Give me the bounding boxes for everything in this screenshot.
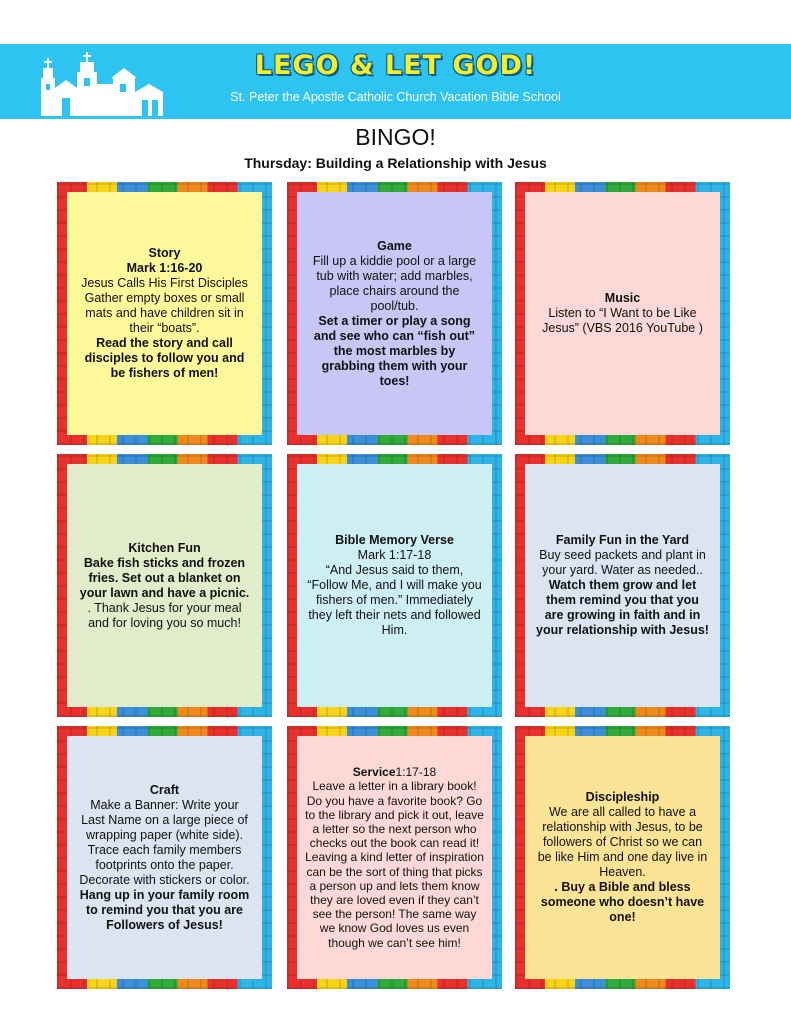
card-discipleship-inner bbox=[525, 736, 720, 979]
card-text: “And Jesus said to them, “Follow Me, and I will make you fishers of men.” Immediately they left their nets and followed Him. bbox=[307, 563, 482, 637]
card-reference: Mark 1:16-20 bbox=[126, 261, 203, 275]
card-music-inner bbox=[525, 192, 720, 435]
card-title: Bible Memory Verse bbox=[335, 533, 454, 547]
card-reference: Mark 1:17-18 bbox=[357, 548, 432, 562]
card-service bbox=[287, 726, 502, 989]
card-title: Family Fun in the Yard bbox=[555, 533, 690, 547]
card-bold-text: Set a timer or play a song and see who can “fish out” the most marbles by grabbing them with your toes! bbox=[313, 313, 476, 388]
card-bold-text: Read the story and call disciples to follow you and be fishers of men! bbox=[84, 336, 245, 380]
card-bold-text: . Buy a Bible and bless someone who doesn’t have one! bbox=[540, 880, 705, 924]
card-kitchen-fun bbox=[57, 454, 272, 717]
card-text: Gather empty boxes or small mats and have children sit in their “boats”. bbox=[84, 291, 245, 335]
card-family-fun bbox=[515, 454, 730, 717]
day-heading: Thursday: Building a Relationship with Jesus bbox=[244, 155, 547, 171]
header-banner bbox=[0, 44, 791, 119]
card-text: Leave a letter in a library book! Do you have a favorite book? Go to the library and pick it out, leave a letter so the next person who checks out the book can read it! Leaving a kind letter of inspiration can be the sort of thing that picks a person up and lets them know they are loved even if they can’t see the person! The same way we know God loves us even though we can’t see him! bbox=[305, 779, 484, 950]
card-title: Craft bbox=[149, 782, 180, 797]
card-text: We are all called to have a relationship with Jesus, to be followers of Christ so we can be like Him and one day live in Heaven. bbox=[537, 805, 708, 879]
card-text: Fill up a kiddie pool or a large tub with water; add marbles, place chairs around the pool/tub. bbox=[312, 253, 477, 313]
card-title: Game bbox=[377, 238, 412, 253]
card-bold-text: Watch them grow and let them remind you that you are growing in faith and in your relationship with Jesus! bbox=[536, 578, 709, 637]
card-game bbox=[287, 182, 502, 445]
card-title: Service bbox=[352, 765, 396, 780]
card-text: Jesus Calls His First Disciples bbox=[81, 276, 248, 290]
card-text: Make a Banner: Write your Last Name on a large piece of wrapping paper (white side). Trace each family members footprints onto the paper. Decorate with stickers or color. bbox=[79, 797, 250, 887]
card-title: Kitchen Fun bbox=[128, 540, 201, 555]
card-bible-verse bbox=[287, 454, 502, 717]
card-title: Discipleship bbox=[585, 790, 660, 804]
card-discipleship bbox=[515, 726, 730, 989]
card-bold-text: Hang up in your family room to remind you that you are Followers of Jesus! bbox=[79, 887, 250, 932]
card-story bbox=[57, 182, 272, 445]
card-title: Story bbox=[148, 246, 181, 260]
vbs-title: LEGO & LET GOD! bbox=[254, 50, 537, 81]
card-reference: 1:17-18 bbox=[395, 765, 437, 780]
card-service-inner bbox=[297, 736, 492, 979]
card-text: . Thank Jesus for your meal and for loving you so much! bbox=[87, 600, 242, 630]
card-text: Listen to “I Want to be Like Jesus” (VBS 2016 YouTube ) bbox=[542, 306, 703, 335]
card-music bbox=[515, 182, 730, 445]
card-kitchen-inner bbox=[67, 464, 262, 707]
card-game-inner bbox=[297, 192, 492, 435]
card-verse-inner bbox=[297, 464, 492, 707]
card-text: Buy seed packets and plant in your yard. Water as needed.. bbox=[539, 548, 706, 577]
vbs-subtitle: St. Peter the Apostle Catholic Church Vacation Bible School bbox=[230, 90, 561, 104]
card-title: Music bbox=[604, 291, 641, 305]
card-story-inner bbox=[67, 192, 262, 435]
card-bold-text: Bake fish sticks and frozen fries. Set out a blanket on your lawn and have a picnic. bbox=[79, 555, 250, 600]
card-craft bbox=[57, 726, 272, 989]
page-title: BINGO! bbox=[355, 124, 436, 150]
card-craft-inner bbox=[67, 736, 262, 979]
card-yard-inner bbox=[525, 464, 720, 707]
